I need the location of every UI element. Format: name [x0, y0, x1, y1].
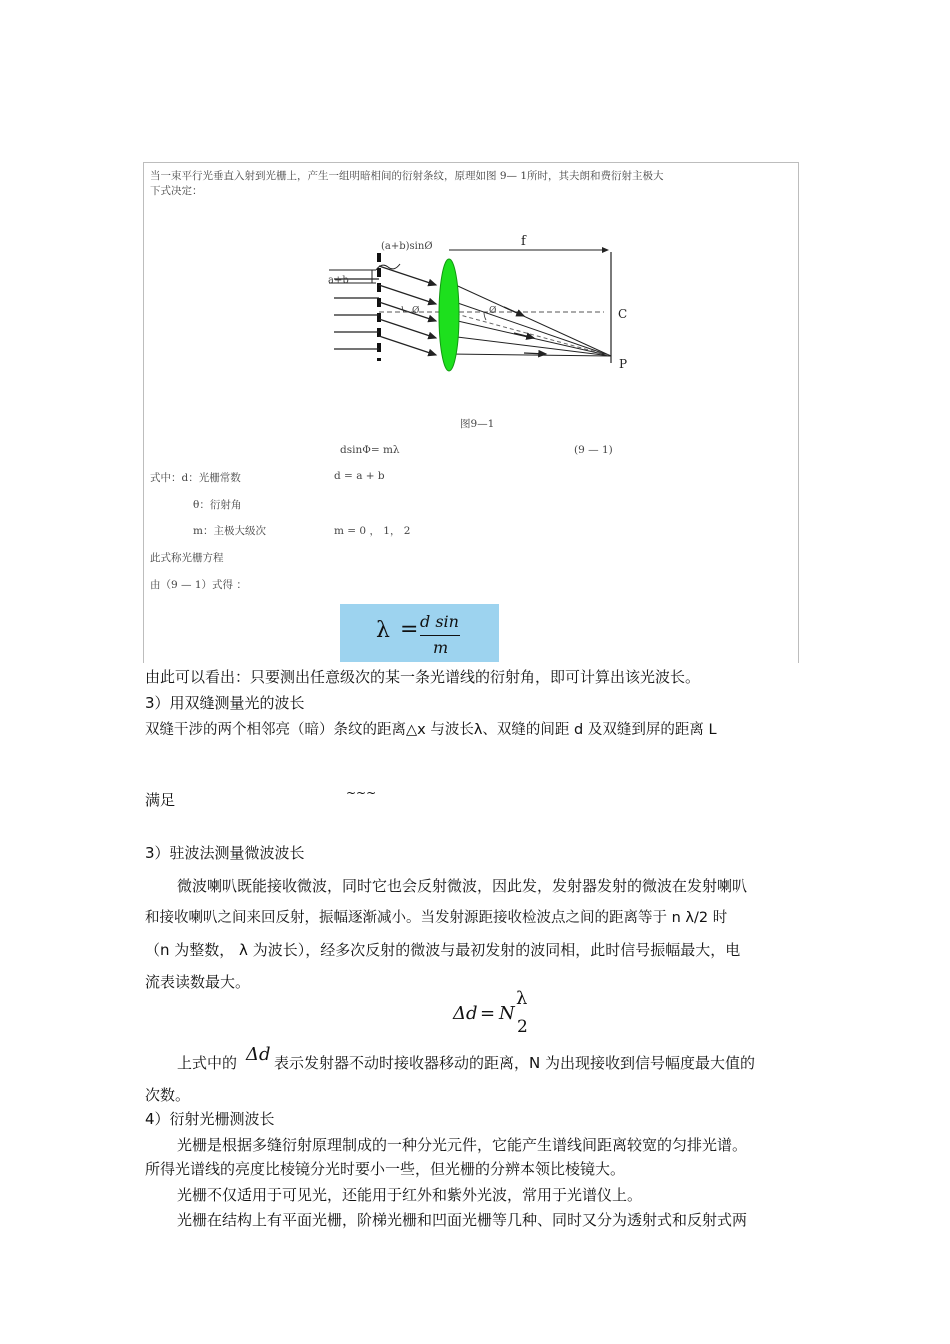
para1-line4: 流表读数最大。 — [145, 973, 251, 991]
para2-line2: 次数。 — [145, 1086, 191, 1104]
equation-number: (9 — 1) — [574, 444, 613, 456]
definition-theta: θ：衍射角 — [193, 499, 242, 511]
para1-line2: 和接收喇叭之间来回反射，振幅逐渐减小。当发射源距接收检波点之间的距离等于 n λ/2 时 — [145, 910, 728, 926]
missing-formula-placeholder: ~~~ — [346, 786, 377, 800]
eq2-equals: = — [480, 1003, 496, 1024]
section-3a-text: 双缝干涉的两个相邻亮（暗）条纹的距离△x 与波长λ、双缝的间距 d 及双缝到屏的距离 L — [145, 722, 717, 738]
grating-equation: dsinΦ= mλ — [340, 444, 400, 456]
formula-numerator: d sin — [420, 612, 459, 631]
formula-equals: = — [400, 617, 419, 642]
eq2-N: N — [499, 1003, 515, 1024]
section-3a-title: 3）用双缝测量光的波长 — [145, 694, 305, 712]
label-ab: a+b — [328, 275, 349, 286]
para2-line1: 表示发射器不动时接收器移动的距离，N 为出现接收到信号幅度最大值的 — [274, 1054, 755, 1072]
equation-name: 此式称光栅方程 — [150, 552, 224, 564]
para1-line1: 微波喇叭既能接收微波，同时它也会反射微波，因此发，发射器发射的微波在发射喇叭 — [177, 877, 748, 895]
eq2-numerator: λ — [516, 988, 528, 1009]
definition-m: m：主极大级次 — [193, 525, 266, 537]
label-ab-sin: (a+b)sinØ — [381, 241, 433, 252]
conclusion-line: 由此可以看出：只要测出任意级次的某一条光谱线的衍射角，即可计算出该光波长。 — [145, 668, 701, 686]
satisfy-label: 满足 — [145, 791, 176, 809]
definition-d: 式中：d：光栅常数 — [150, 472, 241, 484]
wavelength-formula-image — [340, 604, 499, 662]
eq2-denominator: 2 — [517, 1017, 528, 1037]
formula-fraction-bar — [420, 635, 460, 636]
figure-intro-line2: 下式决定： — [150, 185, 203, 197]
formula-lambda: λ — [376, 618, 390, 643]
para2-symbol: Δd — [246, 1044, 271, 1065]
derived-from: 由（9 — 1）式得 ： — [150, 579, 247, 591]
definition-d-value: d = a + b — [334, 470, 385, 482]
label-f: f — [521, 234, 526, 249]
para5: 光栅在结构上有平面光栅，阶梯光栅和凹面光栅等几种、同时又分为透射式和反射式两 — [177, 1211, 748, 1229]
para2-prefix: 上式中的 — [177, 1054, 238, 1072]
label-C: C — [618, 307, 628, 321]
para3-line2: 所得光谱线的亮度比棱镜分光时要小一些，但光栅的分辨本领比棱镜大。 — [145, 1160, 626, 1178]
formula-denominator: m — [433, 638, 449, 657]
figure-caption: 图9—1 — [460, 418, 495, 430]
eq2-lhs: Δd — [453, 1003, 478, 1024]
para4: 光栅不仅适用于可见光，还能用于红外和紫外光波，常用于光谱仪上。 — [177, 1186, 643, 1204]
label-P: P — [619, 357, 628, 371]
figure-intro-line1: 当一束平行光垂直入射到光栅上，产生一组明暗相间的衍射条纹，原理如图 9— 1所时，其夫朗和费衍射主极大 — [150, 170, 664, 182]
scanned-figure-panel — [143, 162, 799, 663]
label-phi-left: Ø — [412, 306, 420, 316]
section-4-title: 4）衍射光栅测波长 — [145, 1110, 275, 1128]
para3-line1: 光栅是根据多缝衍射原理制成的一种分光元件，它能产生谱线间距离较宽的匀排光谱。 — [177, 1136, 748, 1154]
para1-line3: （n 为整数， λ 为波长），经多次反射的微波与最初发射的波同相，此时信号振幅最大，电 — [145, 941, 741, 959]
grating-diffraction-diagram — [324, 228, 654, 378]
section-3b-title: 3）驻波法测量微波波长 — [145, 844, 305, 862]
definition-m-value: m = 0 ， 1， 2 — [334, 525, 411, 537]
label-phi-right: Ø — [489, 306, 497, 316]
